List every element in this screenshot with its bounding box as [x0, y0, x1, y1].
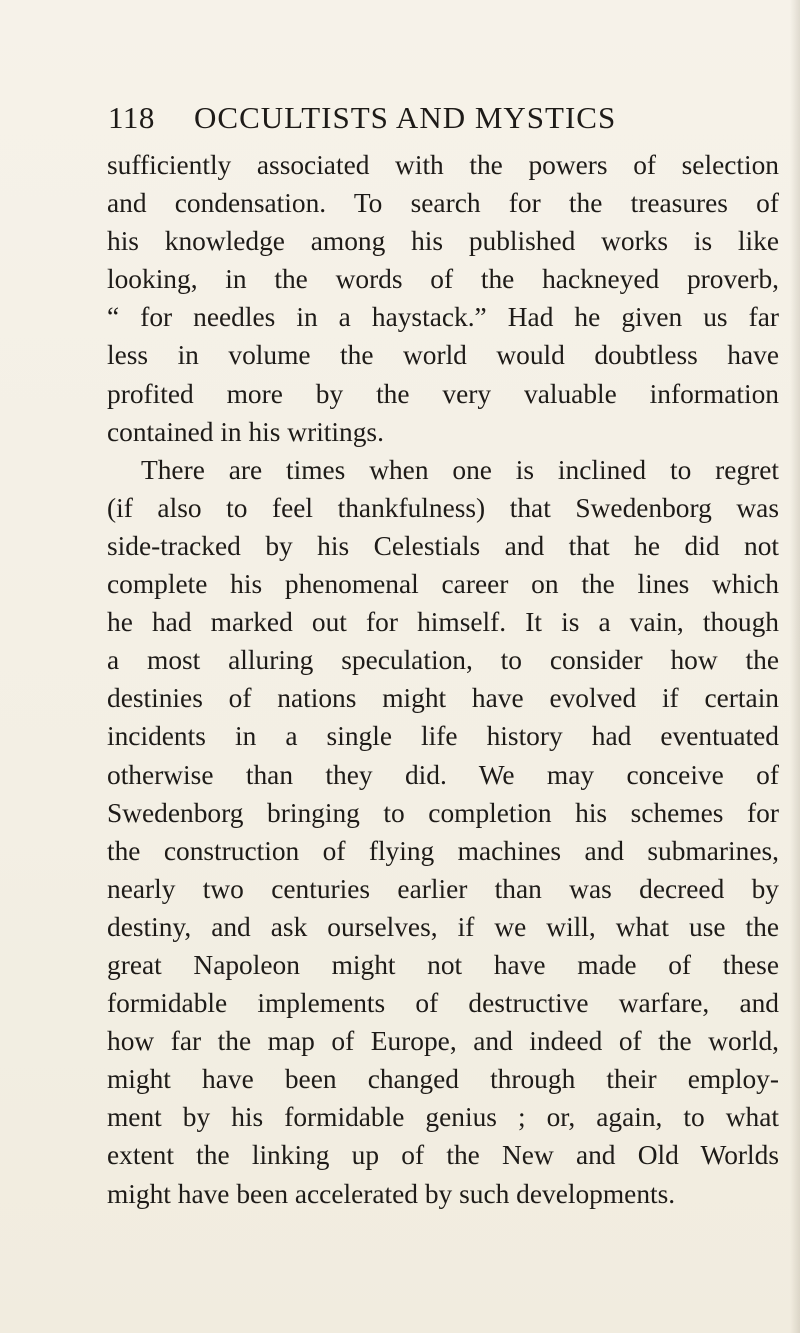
- text-line: side-tracked by his Celestials and that he did not: [107, 530, 779, 561]
- text-line: “ for needles in a haystack.” Had he given us far: [107, 302, 779, 333]
- page-edge-shadow: [790, 0, 800, 1333]
- text-line: how far the map of Europe, and indeed of the world,: [107, 1026, 779, 1057]
- body-text: [107, 146, 779, 1213]
- text-line: nearly two centuries earlier than was decreed by: [107, 873, 779, 904]
- text-line: complete his phenomenal career on the lines which: [107, 569, 779, 600]
- text-line: less in volume the world would doubtless have: [107, 340, 779, 371]
- text-line: a most alluring speculation, to consider how the: [107, 645, 779, 676]
- text-line: (if also to feel thankfulness) that Swedenborg was: [107, 492, 779, 523]
- text-line: otherwise than they did. We may conceive of: [107, 759, 779, 790]
- text-line: sufficiently associated with the powers of selection: [107, 150, 779, 180]
- text-line: he had marked out for himself. It is a vain, though: [107, 607, 779, 638]
- text-line: looking, in the words of the hackneyed proverb,: [107, 264, 779, 295]
- text-line: destiny, and ask ourselves, if we will, what use the: [107, 911, 779, 942]
- text-line: great Napoleon might not have made of these: [107, 949, 779, 980]
- text-line: might have been changed through their employ-: [107, 1064, 779, 1095]
- text-line: the construction of flying machines and submarines,: [107, 835, 779, 866]
- text-line: formidable implements of destructive warfare, and: [107, 988, 779, 1019]
- text-line: profited more by the very valuable information: [107, 378, 779, 409]
- text-line: incidents in a single life history had eventuated: [107, 721, 779, 752]
- text-line: contained in his writings.: [107, 416, 384, 447]
- running-head: OCCULTISTS AND MYSTICS: [194, 100, 617, 135]
- text-line: might have been accelerated by such developments.: [107, 1178, 676, 1209]
- text-line: There are times when one is inclined to regret: [141, 454, 779, 485]
- text-line: Swedenborg bringing to completion his schemes for: [107, 797, 779, 828]
- text-line: destinies of nations might have evolved if certain: [107, 683, 779, 714]
- text-line: ment by his formidable genius ; or, again, to what: [107, 1102, 779, 1133]
- page-number: 118: [108, 100, 155, 135]
- text-line: extent the linking up of the New and Old Worlds: [107, 1140, 779, 1171]
- page-header: [108, 100, 668, 144]
- text-line: his knowledge among his published works is like: [107, 226, 779, 257]
- text-line: and condensation. To search for the treasures of: [107, 188, 779, 219]
